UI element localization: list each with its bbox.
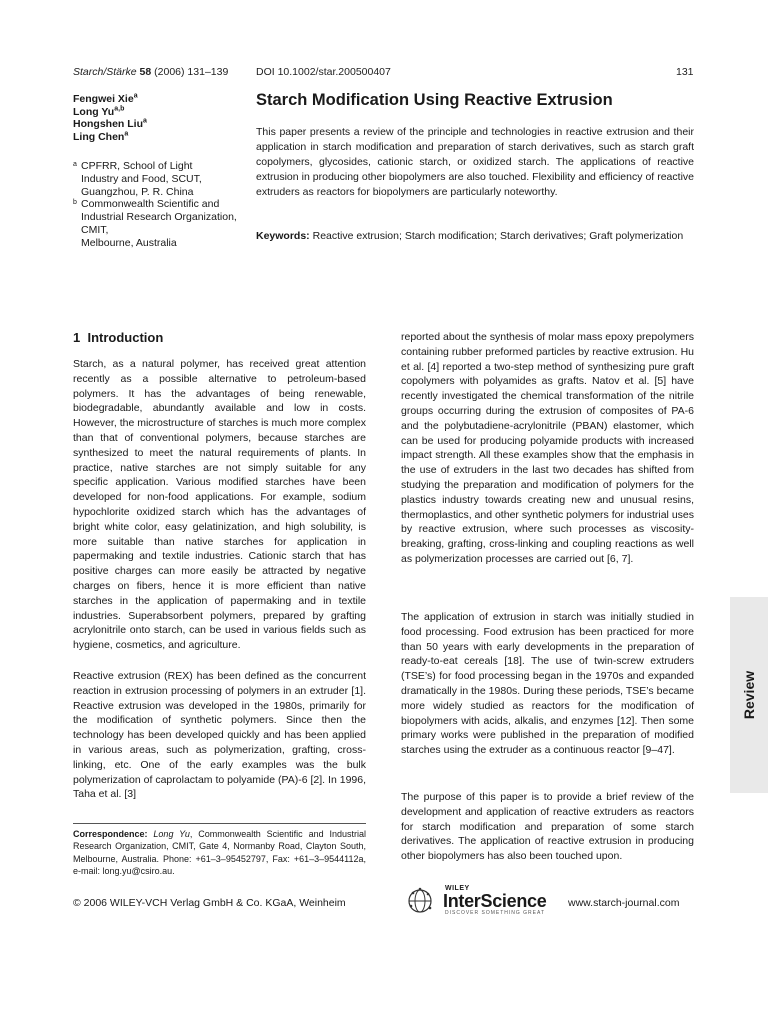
body-paragraph: The application of extrusion in starch was initially studied in food processing. Food extrusion has been practiced for more than 50 years with early developments in the preparation of ready-to-eat cereals [18]. The use of twin-screw extruders (TSE’s) for food processing began in the 1970s and expanded dramatically in the 1980s. During these periods, TSE’s became more widely studied as reactors for the modification of biopolymers with acids, alkalis, and enzymes [12]. Then some primary works were published in the preparation of modified starches using the extruder as a continuous reactor [9–47].	[401, 611, 694, 757]
author: Fengwei Xie$^a$	[73, 92, 138, 105]
body-paragraph: Starch, as a natural polymer, has received great attention recently as a possible alternative to petroleum-based polymers. It has the advantages of being renewable, biodegradable, abundantly available and low in costs. However, the microstructure of starches is much more complex than that of conventional polymers, because starches are synthesized to meet the natural requirements of plants. In practice, native starches are not simply suitable for any specific application. Various modified starches have been developed for non-food applications. For example, sodium hypochlorite oxidized starch which has the advantages of bright white color, easy gelatinization, and high solubility, is more suitable than native starches for application in papermaking and textile industries. Cationic starch that has positive charges can more easily be attracted by negative charges on fibers, hence it is more efficient than native starches in the application of papermaking and in textile industries. Superabsorbent polymers, prepared by grafting acrylonitrile onto starch, can be used in various fields such as hygiene, cosmetics, and agriculture.	[73, 358, 366, 652]
interscience-logo[interactable]	[405, 884, 555, 916]
keywords	[256, 229, 694, 244]
logo-interscience: InterScience	[443, 891, 547, 911]
author-list	[73, 93, 147, 143]
keywords-label: Keywords:	[256, 230, 310, 242]
logo-wiley: WILEY	[445, 885, 470, 892]
body-paragraph: Reactive extrusion (REX) has been defined as the concurrent reaction in extrusion processing of polymers in an extruder [1]. Reactive extrusion was developed in the 1980s, primarily for the modification of synthetic polymers. Since then the technology has been developed quickly and has been applied in various areas, such as polymerization, grafting, cross-linking, etc. One of the early examples was the bulk polymerization of caprolactam to polyamide (PA)-6 [2]. In 1996, Taha et al. [3]	[73, 670, 366, 801]
abstract: This paper presents a review of the principle and technologies in reactive extrusion and their application in starch modification and preparation of starch derivatives, such as starch graft copolymers, glycosides, cationic starch, or oxidized starch. The applications of reactive extrusion in producing other biopolymers are also touched. Flexibility and efficiency of reactive extruders as reactors for biopolymers are particularly noteworthy.	[256, 126, 694, 198]
article-title: Starch Modification Using Reactive Extrusion	[256, 91, 613, 109]
logo-tagline: DISCOVER SOMETHING GREAT	[445, 910, 546, 916]
journal-volume: 58	[139, 66, 152, 78]
journal-year-pages: (2006) 131–139	[154, 66, 229, 78]
correspondence: Correspondence: Long Yu, Commonwealth Scientific and Industrial Research Organization, CMIT, Gate 4, Normanby Road, Clayton South, Melbourne, Australia. Phone: +61–3–95452797, Fax: +61–3–9544112a, e-mail: long.yu@csiro.au.	[73, 829, 366, 876]
review-side-tab	[730, 597, 768, 793]
author: Ling Chen$^a$	[73, 130, 129, 143]
page-number: 131	[676, 66, 694, 78]
running-header	[73, 66, 228, 78]
affiliation-b: b Commonwealth Scientific and Industrial Research Organization, CMIT, Melbourne, Australia	[73, 198, 237, 249]
correspondence-divider	[73, 823, 366, 824]
affiliation-a: a CPFRR, School of Light Industry and Food, SCUT, Guangzhou, P. R. China	[73, 160, 202, 198]
doi[interactable]: DOI 10.1002/star.200500407	[256, 66, 391, 78]
keywords-text: Reactive extrusion; Starch modification; Starch derivatives; Graft polymerization	[312, 230, 684, 242]
journal-website[interactable]: www.starch-journal.com	[568, 897, 680, 909]
author: Hongshen Liu$^a$	[73, 117, 147, 130]
section-heading: 1 Introduction	[73, 330, 164, 345]
affiliations	[73, 160, 258, 250]
copyright: © 2006 WILEY-VCH Verlag GmbH & Co. KGaA, Weinheim	[73, 897, 346, 909]
body-paragraph: reported about the synthesis of molar mass epoxy prepolymers containing rubber preformed particles by reactive extrusion. Hu et al. [4] reported a two-step method of synthesizing pure graft copolymers with polyamides as grafts. Natov et al. [5] have recently investigated the chemical transformation of the nitrile groups occurring during the extrusion of composites of PA-6 and the polybutadiene-acrylonitrile (PBAN) elastomer, which can be used for producing polyamide products with increased impact strength. All these examples show that the emphasis in the use of extruders in the last two decades has shifted from studying the preparation and modification of polymers for the plastics industry towards creating new and unusual resins, thermoplastics, and other synthetic polymers for industrial uses by reactive extrusion, where such processes as viscosity-breaking, grafting, cross-linking and coupling reactions as well as polymerization processes are carried out [6, 7].	[401, 331, 694, 565]
body-paragraph: The purpose of this paper is to provide a brief review of the development and application of reactive extruders as reactors for starch modification and preparation of some starch derivatives. The application of reactive extrusion in producing other biopolymers has also been touched upon.	[401, 791, 694, 863]
review-label: Review	[741, 670, 757, 720]
author: Long Yu$^{a,b}$	[73, 105, 125, 118]
journal-name: Starch/Stärke	[73, 66, 137, 78]
